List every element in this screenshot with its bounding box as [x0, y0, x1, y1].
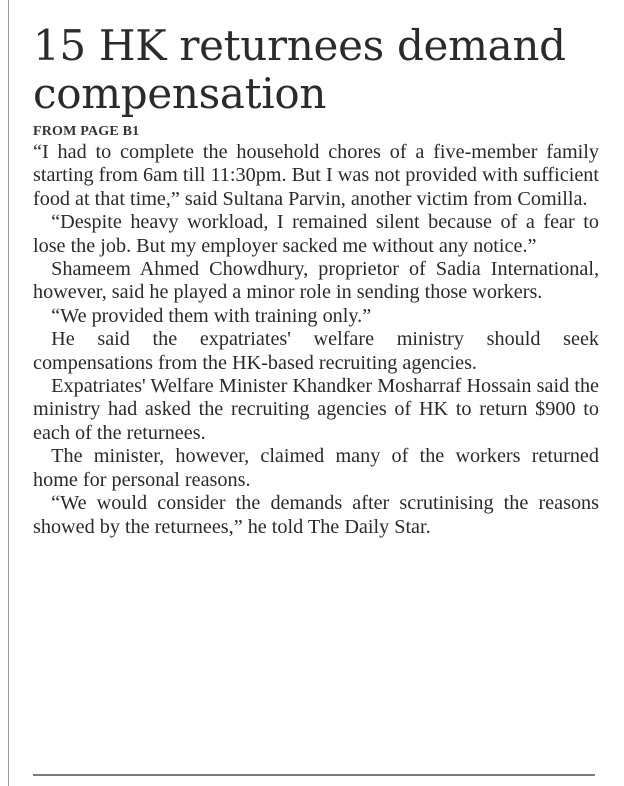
article-headline: 15 HK returnees demand compensation	[33, 21, 566, 118]
article-paragraph: He said the expatriates' welfare ministry should seek compensations from the HK-based recruiting agencies.	[33, 328, 599, 374]
article-end-rule	[33, 774, 595, 776]
article-paragraph: The minister, however, claimed many of the workers returned home for personal reasons.	[33, 445, 599, 491]
continuation-dateline: FROM PAGE B1	[33, 124, 140, 139]
column-divider-left	[8, 0, 9, 786]
article-paragraph: Shameem Ahmed Chowdhury, proprietor of Sadia International, however, said he played a minor role in sending those workers.	[33, 258, 599, 304]
article-paragraph: “We would consider the demands after scrutinising the reasons showed by the returnees,” he told The Daily Star.	[33, 492, 599, 538]
article-paragraph: “We provided them with training only.”	[51, 304, 372, 327]
article-paragraph: “Despite heavy workload, I remained silent because of a fear to lose the job. But my employer sacked me without any notice.”	[33, 211, 599, 257]
article-body	[33, 141, 599, 539]
article-paragraph: “I had to complete the household chores of a five-member family starting from 6am till 11:30pm. But I was not provided with sufficient food at that time,” said Sultana Parvin, another victim from Comilla.	[33, 141, 599, 210]
news-article	[33, 22, 599, 539]
article-paragraph: Expatriates' Welfare Minister Khandker Mosharraf Hossain said the ministry had asked the recruiting agencies of HK to return $900 to each of the returnees.	[33, 375, 599, 444]
